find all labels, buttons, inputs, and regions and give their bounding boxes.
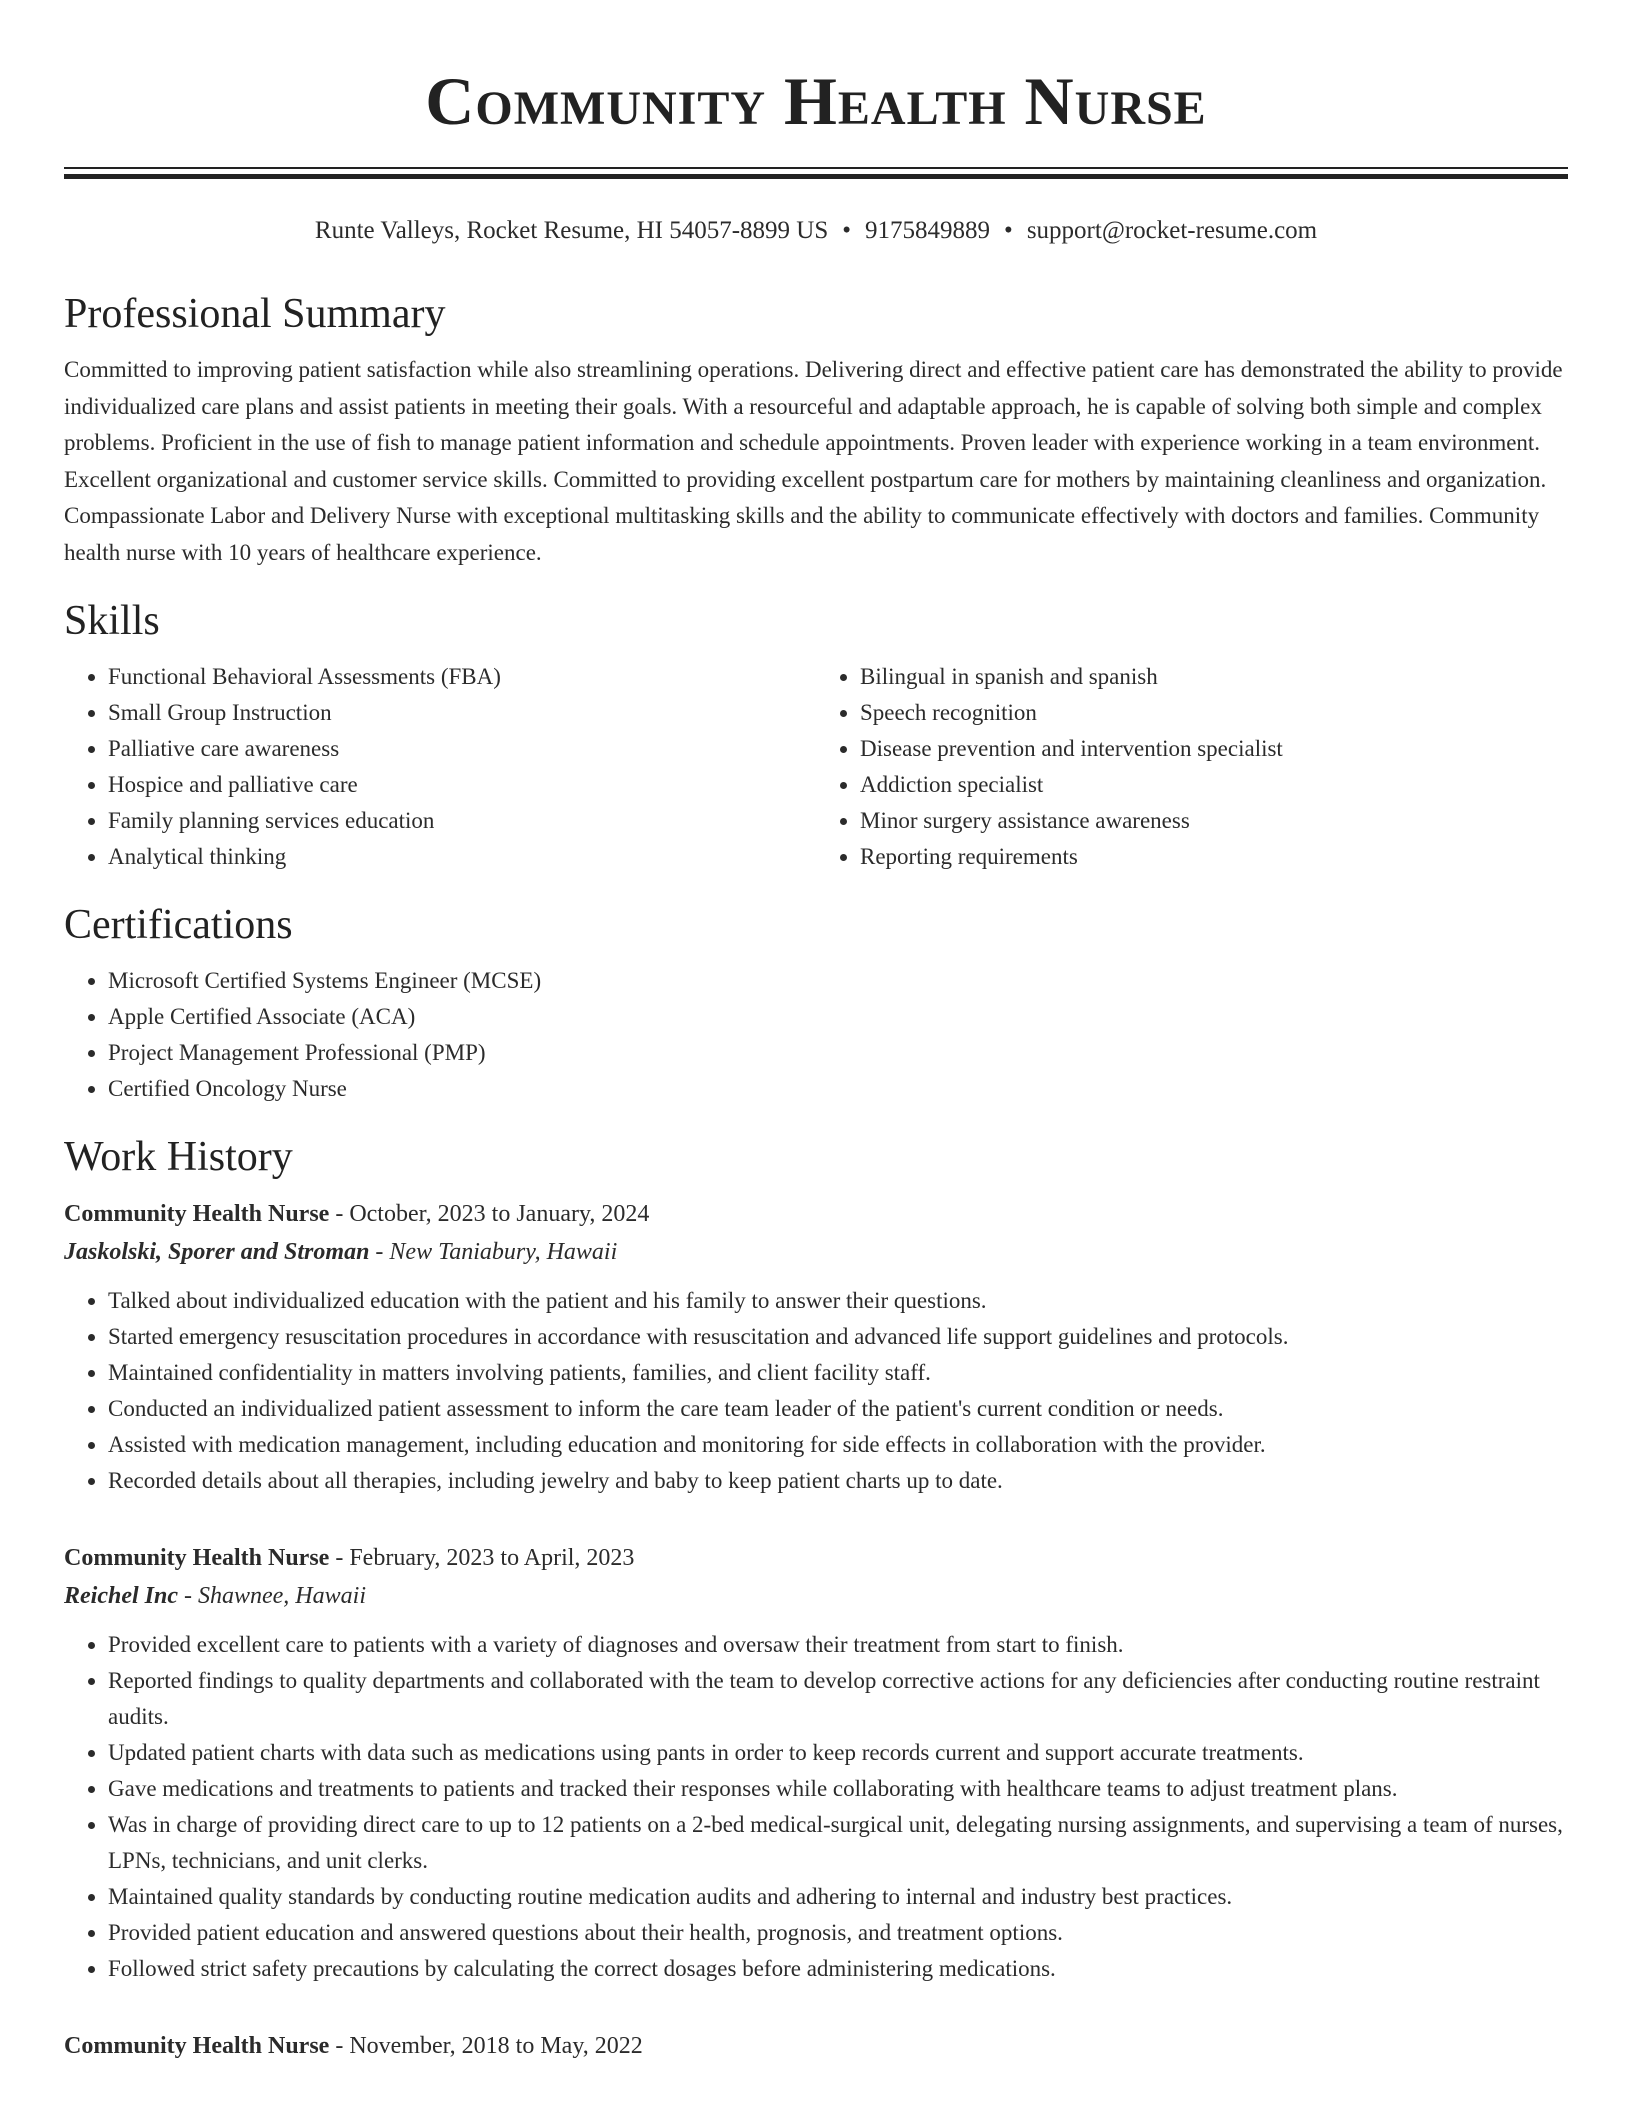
- contact-address: Runte Valleys, Rocket Resume, HI 54057-8899 US: [314, 217, 829, 244]
- job-title: Community Health Nurse: [64, 1545, 330, 1571]
- job-bullet: • Started emergency resuscitation procedures in accordance with resuscitation and advanced life support guidelines and protocols.: [108, 1319, 1568, 1355]
- certifications-section: [64, 897, 1568, 1107]
- job-bullets: [64, 1627, 1568, 1987]
- skills-section: [64, 593, 1568, 875]
- skill-item: • Functional Behavioral Assessments (FBA): [108, 659, 816, 695]
- certifications-list: [64, 963, 1568, 1107]
- skill-item: • Addiction specialist: [860, 767, 1568, 803]
- section-heading-work-history: Work History: [64, 1134, 293, 1180]
- section-heading-certifications: Certifications: [64, 902, 293, 948]
- job-bullet: • Gave medications and treatments to patients and tracked their responses while collaborating with healthcare teams to adjust treatment plans.: [108, 1771, 1568, 1807]
- job-title: Community Health Nurse: [64, 2033, 330, 2059]
- certification-item: • Certified Oncology Nurse: [108, 1071, 1568, 1107]
- job-title-line: [64, 1539, 1568, 1577]
- job-bullet: • Maintained quality standards by conducting routine medication audits and adhering to internal and industry best practices.: [108, 1879, 1568, 1915]
- skill-item: • Reporting requirements: [860, 839, 1568, 875]
- job-bullet: • Conducted an individualized patient assessment to inform the care team leader of the patient's current condition or needs.: [108, 1391, 1568, 1427]
- job-title-line: [64, 2027, 1568, 2065]
- skill-item: • Family planning services education: [108, 803, 816, 839]
- skill-item: • Hospice and palliative care: [108, 767, 816, 803]
- resume-body: [64, 286, 1568, 2105]
- contact-line: [64, 214, 1568, 248]
- contact-separator: •: [842, 217, 852, 244]
- work-history-section: [64, 1129, 1568, 2065]
- section-heading-summary: Professional Summary: [64, 291, 446, 337]
- skill-item: • Minor surgery assistance awareness: [860, 803, 1568, 839]
- skill-item: • Palliative care awareness: [108, 731, 816, 767]
- job-location: - New Taniabury, Hawaii: [369, 1239, 618, 1265]
- job-title-line: [64, 1195, 1568, 1233]
- skill-item: • Bilingual in spanish and spanish: [860, 659, 1568, 695]
- skills-list-right: [816, 659, 1568, 875]
- job-company-line: [64, 1233, 1568, 1271]
- skill-item: • Speech recognition: [860, 695, 1568, 731]
- certification-item: • Microsoft Certified Systems Engineer (MCSE): [108, 963, 1568, 999]
- certification-item: • Project Management Professional (PMP): [108, 1035, 1568, 1071]
- job-bullet: • Provided excellent care to patients with a variety of diagnoses and oversaw their treatment from start to finish.: [108, 1627, 1568, 1663]
- skill-item: • Analytical thinking: [108, 839, 816, 875]
- job-entry: [64, 1539, 1568, 1987]
- job-bullet: • Talked about individualized education with the patient and his family to answer their questions.: [108, 1283, 1568, 1319]
- summary-section: [64, 286, 1568, 571]
- job-bullet: • Reported findings to quality departments and collaborated with the team to develop corrective actions for any deficiencies after conducting routine restraint audits.: [108, 1663, 1568, 1735]
- section-heading-skills: Skills: [64, 598, 160, 644]
- job-dates: - February, 2023 to April, 2023: [329, 1545, 635, 1571]
- skills-list-left: [64, 659, 816, 875]
- job-bullet: • Maintained confidentiality in matters involving patients, families, and client facility staff.: [108, 1355, 1568, 1391]
- contact-phone: 9175849889: [865, 217, 991, 244]
- job-entry: [64, 2027, 1568, 2065]
- summary-text: Committed to improving patient satisfaction while also streamlining operations. Delivering direct and effective patient care has demonstrated the ability to provide individualized care plans and assist patients in meeting their goals. With a resourceful and adaptable approach, he is capable of solving both simple and complex problems. Proficient in the use of fish to manage patient information and schedule appointments. Proven leader with experience working in a team environment. Excellent organizational and customer service skills. Committed to providing excellent postpartum care for mothers by maintaining cleanliness and organization. Compassionate Labor and Delivery Nurse with exceptional multitasking skills and the ability to communicate effectively with doctors and families. Community health nurse with 10 years of healthcare experience.: [64, 357, 1563, 565]
- job-bullets: [64, 1283, 1568, 1499]
- skill-item: • Disease prevention and intervention specialist: [860, 731, 1568, 767]
- job-company: Reichel Inc: [64, 1583, 178, 1609]
- contact-separator: •: [1004, 217, 1013, 244]
- job-title: Community Health Nurse: [64, 1201, 330, 1227]
- job-bullet: • Updated patient charts with data such as medications using pants in order to keep records current and support accurate treatments.: [108, 1735, 1568, 1771]
- resume-name: Community Health Nurse: [425, 63, 1207, 139]
- job-bullet: • Recorded details about all therapies, including jewelry and baby to keep patient charts up to date.: [108, 1463, 1568, 1499]
- certification-item: • Apple Certified Associate (ACA): [108, 999, 1568, 1035]
- header-divider-thin: [64, 167, 1568, 169]
- job-bullet: • Provided patient education and answered questions about their health, prognosis, and treatment options.: [108, 1915, 1568, 1951]
- skill-item: • Small Group Instruction: [108, 695, 816, 731]
- job-dates: - October, 2023 to January, 2024: [329, 1201, 650, 1227]
- header-divider-thick: [64, 174, 1568, 179]
- job-dates: - November, 2018 to May, 2022: [329, 2033, 643, 2059]
- contact-email: support@rocket-resume.com: [1026, 217, 1318, 244]
- job-bullet: • Was in charge of providing direct care to up to 12 patients on a 2-bed medical-surgical unit, delegating nursing assignments, and supervising a team of nurses, LPNs, technicians, and unit clerks.: [108, 1807, 1568, 1879]
- job-company: Jaskolski, Sporer and Stroman: [64, 1239, 370, 1265]
- job-bullet: • Followed strict safety precautions by calculating the correct dosages before administering medications.: [108, 1951, 1568, 1987]
- job-company-line: [64, 1577, 1568, 1615]
- job-location: - Shawnee, Hawaii: [178, 1583, 366, 1609]
- skills-columns: [64, 659, 1568, 875]
- job-entry: [64, 1195, 1568, 1499]
- job-bullet: • Assisted with medication management, including education and monitoring for side effects in collaboration with the provider.: [108, 1427, 1568, 1463]
